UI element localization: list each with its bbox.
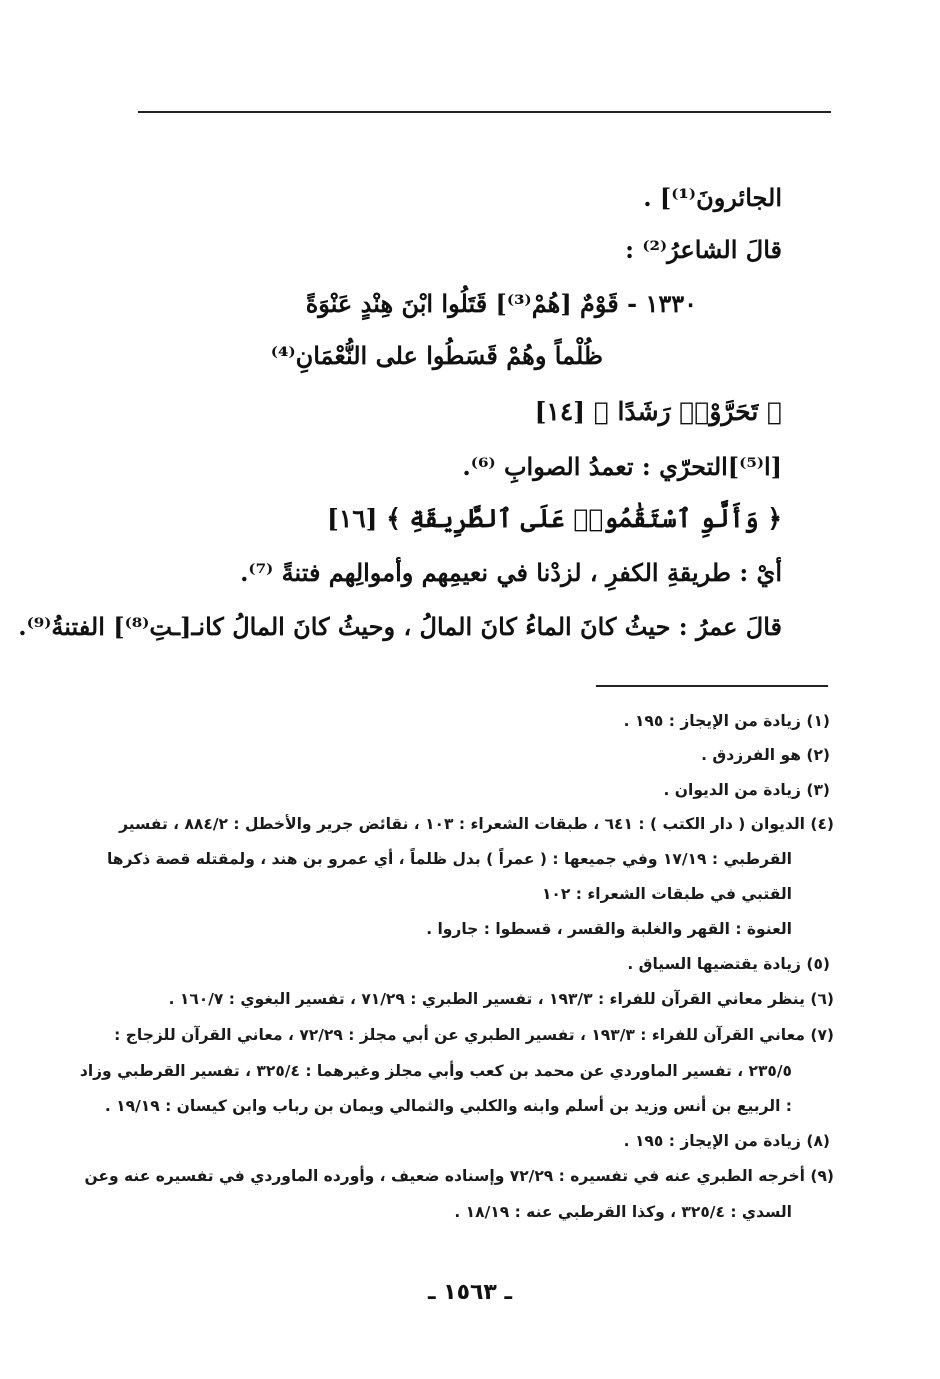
footnote-9-cont: السدي : ٣٢٥/٤ ، وكذا القرطبي عنه : ١٨/١٩ . bbox=[454, 1203, 792, 1221]
body-line-poet: قالَ الشاعرُ⁽²⁾ : bbox=[625, 235, 782, 264]
footnote-4: (٤) الديوان ( دار الكتب ) : ٦٤١ ، طبقات الشعراء : ١٠٣ ، نقائض جرير والأخطل : ٨٨٤/٢ ، تفسير bbox=[119, 815, 834, 833]
footnote-4-cont-2: القتبي في طبقات الشعراء : ١٠٢ bbox=[541, 885, 792, 903]
body-line-tariqa: أيْ : طريقةِ الكفرِ ، لزدْنا في نعيمِهم وأموالِهم فتنةً ⁽⁷⁾. bbox=[240, 558, 782, 587]
verse-line-1: ١٣٣٠ - قَوْمٌ [هُمْ⁽³⁾] قَتَلُوا ابْنَ هِنْدٍ عَنْوَةً bbox=[305, 289, 697, 318]
footnote-7-cont-1: ٢٣٥/٥ ، تفسير الماوردي عن محمد بن كعب وأبي مجلز وغيرهما : ٣٢٥/٤ ، تفسير القرطبي وزاد bbox=[79, 1062, 792, 1080]
page-number: ـ ١٥٦٣ ـ bbox=[427, 1280, 513, 1305]
footnote-4-gloss: العنوة : القهر والغلبة والقسر ، قسطوا : جاروا . bbox=[426, 920, 792, 938]
verse-line-2: ظُلْماً وهُمْ قَسَطُوا على النُّعْمَانِ⁽⁴⁾ bbox=[270, 341, 603, 370]
footnote-9: (٩) أخرجه الطبري عنه في تفسيره : ٧٢/٢٩ وإسناده ضعيف ، وأورده الماوردي في تفسيره عنه وعن bbox=[84, 1167, 834, 1185]
footnote-1: (١) زيادة من الإيجاز : ١٩٥ . bbox=[623, 712, 830, 730]
footnote-5: (٥) زيادة يقتضيها السياق . bbox=[627, 955, 830, 973]
footnote-7: (٧) معاني القرآن للفراء : ١٩٣/٣ ، تفسير الطبري عن أبي مجلز : ٧٢/٢٩ ، معاني القرآن للزجاج : bbox=[114, 1026, 834, 1044]
quran-verse-14: ﴿ تَحَرَّوْا۟ رَشَدًا ﴾ [١٤] bbox=[534, 397, 782, 426]
body-line-jairun: الجائرونَ⁽¹⁾] . bbox=[643, 183, 782, 212]
header-rule bbox=[138, 111, 831, 113]
footnote-4-cont-1: القرطبي : ١٧/١٩ وفي جميعها : ( عمراً ) بدل ظلماً ، أي عمرو بن هند ، ولمقتله قصة ذكرها bbox=[106, 850, 792, 868]
footnote-3: (٣) زيادة من الديوان . bbox=[663, 781, 830, 799]
body-line-tahri: [ا⁽⁵⁾]التحرّي : تعمدُ الصوابِ ⁽⁶⁾. bbox=[462, 452, 782, 481]
footnote-7-cont-2: : الربيع بن أنس وزيد بن أسلم وابنه والكلبي والثمالي ويمان بن رباب وابن كيسان : ١٩/١٩ . bbox=[104, 1097, 792, 1115]
footnote-6: (٦) ينظر معاني القرآن للفراء : ١٩٣/٣ ، تفسير الطبري : ٧١/٢٩ ، تفسير البغوي : ١٦٠/٧ . bbox=[168, 990, 834, 1008]
quran-verse-16: ﴿ وَأَلَّوِ ٱسْتَقَٰمُوا۟ عَلَى ٱلطَّرِيقَةِ ﴾ [١٦] bbox=[326, 504, 782, 533]
footnote-8: (٨) زيادة من الإيجاز : ١٩٥ . bbox=[623, 1132, 830, 1150]
body-line-umar: قالَ عمرُ : حيثُ كانَ الماءُ كانَ المالُ ، وحيثُ كانَ المالُ كانـ[ـتِ⁽⁸⁾] الفتنةُ⁽⁹⁾. bbox=[18, 612, 782, 641]
footnote-2: (٢) هو الفرزدق . bbox=[701, 746, 830, 764]
footnote-rule bbox=[596, 685, 828, 687]
